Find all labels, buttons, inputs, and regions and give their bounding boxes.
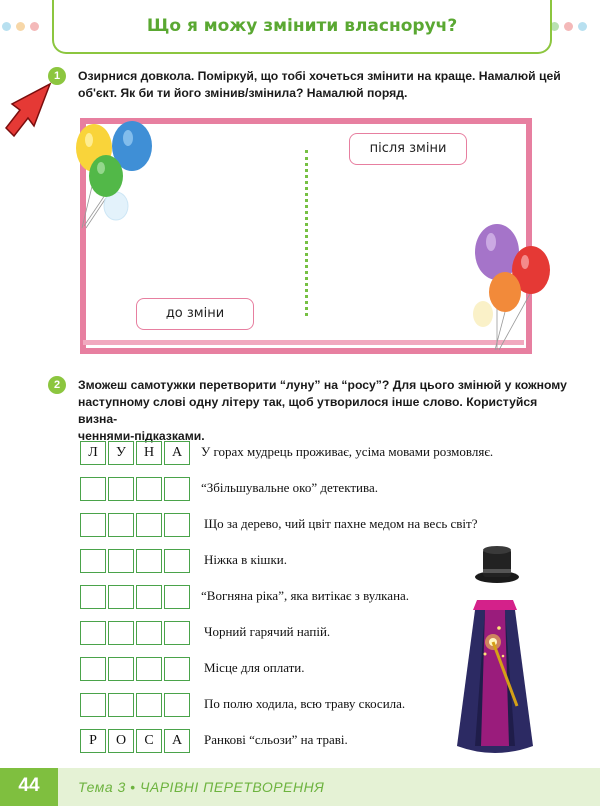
letter-cell[interactable] [136, 621, 162, 645]
dot [30, 22, 39, 31]
clue-text: Ранкові “сльози” на траві. [204, 732, 348, 747]
letter-cell: Л [80, 441, 106, 465]
letter-cell: Н [136, 441, 162, 465]
letter-cells [80, 621, 192, 645]
dot [564, 22, 573, 31]
page-number-tab [0, 768, 58, 806]
letter-cell: Р [80, 729, 106, 753]
letter-cell: А [164, 441, 190, 465]
letter-cell[interactable] [136, 657, 162, 681]
task-number-badge: 2 [48, 376, 66, 394]
letter-cells [80, 513, 192, 537]
letter-cell[interactable] [136, 549, 162, 573]
dot [2, 22, 11, 31]
letter-cell[interactable] [80, 621, 106, 645]
letter-cells [80, 657, 192, 681]
ladder-row [80, 441, 550, 465]
letter-cells [80, 549, 192, 573]
letter-cells [80, 585, 192, 609]
task1-line: об'єкт. Як би ти його змінив/змінила? Намалюй поряд. [78, 86, 408, 100]
letter-cell[interactable] [164, 549, 190, 573]
letter-cell[interactable] [164, 657, 190, 681]
letter-cell[interactable] [108, 693, 134, 717]
letter-cell[interactable] [80, 513, 106, 537]
before-change-label: до зміни [136, 298, 254, 330]
letter-cell: О [108, 729, 134, 753]
drawing-area-shadow [83, 340, 524, 345]
letter-cell[interactable] [164, 477, 190, 501]
dot [16, 22, 25, 31]
red-arrow-icon [4, 80, 54, 140]
letter-cell[interactable] [80, 693, 106, 717]
letter-cell[interactable] [108, 657, 134, 681]
task2-line: наступному слові одну літеру так, щоб утворилося інше слово. Користуйся визна- [78, 395, 538, 426]
letter-cell[interactable] [136, 477, 162, 501]
footer-topic: Тема 3 • ЧАРІВНІ ПЕРЕТВОРЕННЯ [78, 779, 325, 795]
magician-hat-icon [473, 545, 521, 585]
letter-cells [80, 477, 192, 501]
clue-text: Місце для оплати. [204, 660, 305, 675]
letter-cell[interactable] [80, 477, 106, 501]
balloons-left-icon [70, 118, 160, 233]
letter-cell[interactable] [108, 477, 134, 501]
letter-cell[interactable] [164, 585, 190, 609]
clue-text: Що за дерево, чий цвіт пахне медом на весь світ? [204, 516, 478, 531]
task2-line: Зможеш самотужки перетворити “луну” на “росу”? Для цього змінюй у кожному [78, 378, 567, 392]
letter-cells [80, 729, 192, 753]
magician-cloak-icon [455, 596, 535, 760]
clue-text: “Збільшувальне око” детектива. [201, 480, 378, 495]
letter-cell[interactable] [164, 621, 190, 645]
letter-cells [80, 441, 192, 465]
letter-cell: С [136, 729, 162, 753]
clue-text: У горах мудрець проживає, усіма мовами розмовляє. [201, 444, 494, 459]
clue-text: Ніжка в кішки. [204, 552, 287, 567]
balloons-right-icon [465, 222, 555, 354]
section-title-box [52, 0, 552, 54]
task2-instructions [78, 377, 578, 445]
letter-cell[interactable] [136, 585, 162, 609]
letter-cell[interactable] [108, 621, 134, 645]
task1-instructions [78, 68, 578, 102]
section-title: Що я можу змінити власноруч? [146, 16, 458, 36]
page-number: 44 [18, 775, 40, 796]
decorative-dots-right [548, 22, 600, 32]
task-number-badge: 1 [48, 67, 66, 85]
clue-text: Чорний гарячий напій. [204, 624, 331, 639]
ladder-row [80, 477, 550, 501]
page-footer [0, 768, 600, 806]
divider-dotted-line [305, 150, 308, 316]
letter-cell[interactable] [136, 513, 162, 537]
after-change-label: після зміни [349, 133, 467, 165]
task2-line: ченнями-підказками. [78, 429, 205, 443]
letter-cells [80, 693, 192, 717]
letter-cell[interactable] [108, 549, 134, 573]
letter-cell[interactable] [80, 585, 106, 609]
letter-cell[interactable] [80, 549, 106, 573]
letter-cell[interactable] [164, 513, 190, 537]
letter-cell: У [108, 441, 134, 465]
letter-cell[interactable] [136, 693, 162, 717]
letter-cell: А [164, 729, 190, 753]
ladder-row [80, 513, 550, 537]
letter-cell[interactable] [80, 657, 106, 681]
letter-cell[interactable] [108, 585, 134, 609]
dot [578, 22, 587, 31]
task1-line: Озирнися довкола. Поміркуй, що тобі хочеться змінити на краще. Намалюй цей [78, 69, 561, 83]
clue-text: По полю ходила, всю траву скосила. [204, 696, 406, 711]
decorative-dots-left [0, 22, 50, 32]
letter-cell[interactable] [164, 693, 190, 717]
letter-cell[interactable] [108, 513, 134, 537]
clue-text: “Вогняна ріка”, яка витікає з вулкана. [201, 588, 410, 603]
